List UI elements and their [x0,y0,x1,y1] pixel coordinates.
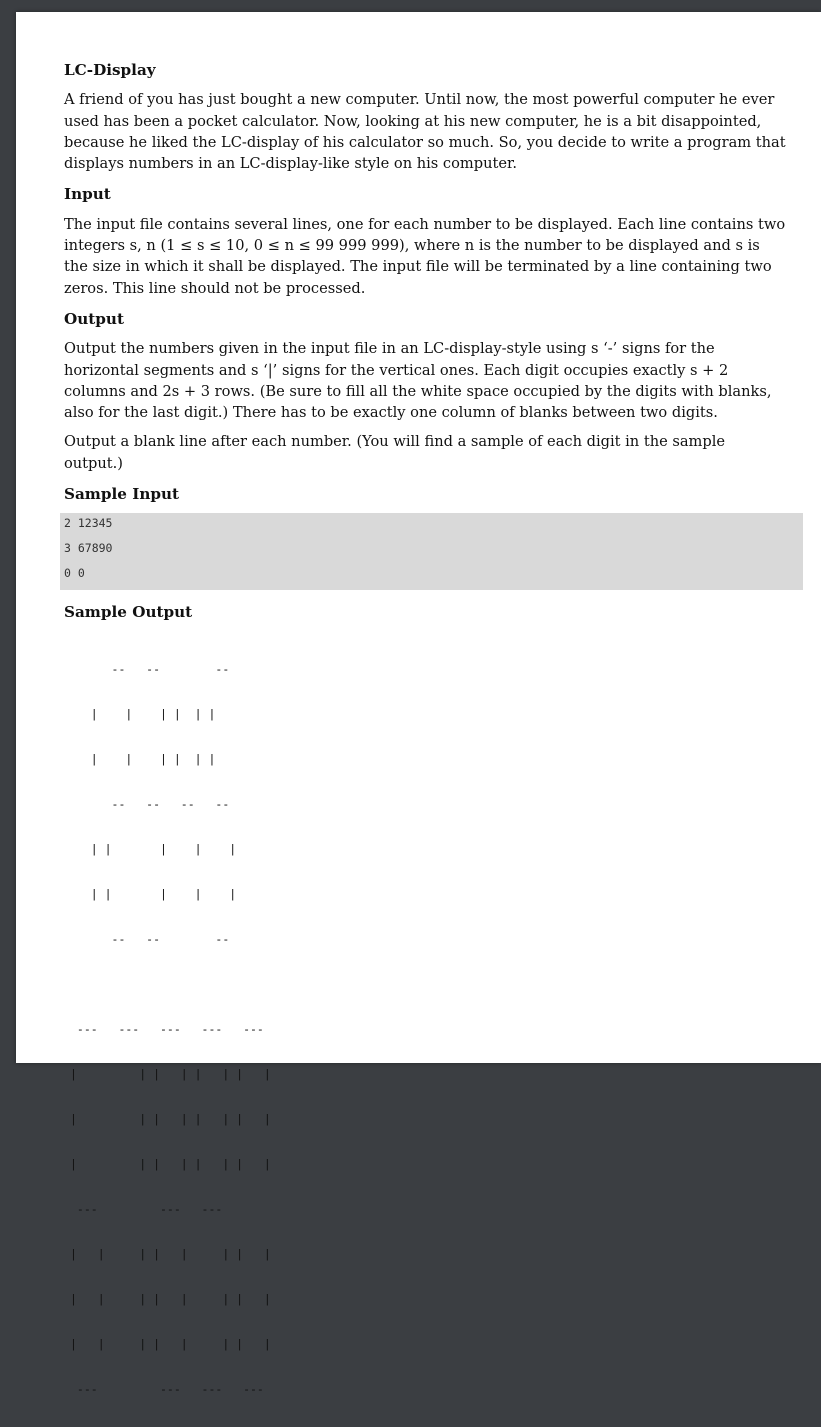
sample-output-heading: Sample Output [64,603,193,622]
sample-output-line: | | | | | | | | [70,1156,271,1171]
sample-output-line: | | | | | [70,886,237,901]
problem-content [64,60,787,1427]
sample-output-line: | | | | | | [70,706,237,721]
sample-input-line: 0 0 [64,566,85,581]
document-page [16,12,821,1396]
sample-output-line: --- --- --- --- --- [70,1021,271,1036]
sample-input-heading: Sample Input [64,485,180,504]
problem-title: LC-Display [64,61,156,79]
sample-input-line: 3 67890 [64,541,113,556]
sample-output-line: | | | | | | | | [70,1291,271,1306]
input-heading: Input [64,185,111,204]
sample-output-line: | | | | | [70,841,237,856]
output-paragraph-2: Output a blank line after each number. (You will find a sample of each digit in the sample output.) [64,433,726,472]
sample-output-line: | | | | | | | | [70,1336,271,1351]
output-paragraph: Output the numbers given in the input file in an LC-display-style using s ‘-’ signs for the horizontal segments and s ‘|’ signs for the vertical ones. Each digit occupies exactly s + 2 columns and 2s + 3 rows. (Be sure to fill all the white space occupied by the digits with blanks, also for the last digit.) There has to be exactly one column of blanks between two digits. [64,340,772,422]
sample-output-line: -- -- -- -- [70,796,237,811]
intro-paragraph: A friend of you has just bought a new computer. Until now, the most powerful computer he ever used has been a pocket calculator. Now, looking at his new computer, he is a bit disappointed, because he liked the LC-display of his calculator so much. So, you decide to write a program that displays numbers in an LC-display-like style on his computer. [64,91,786,173]
output-heading: Output [64,309,124,328]
input-paragraph: The input file contains several lines, one for each number to be displayed. Each line contains two integers s, n (1 ≤ s ≤ 10, 0 ≤ n ≤ 99 999 999), where n is the number to be displayed and s is the size in which it shall be displayed. The input file will be terminated by a line containing two zeros. This line should not be processed. [64,215,786,297]
sample-output-line: -- -- -- [70,661,237,676]
sample-input-block [60,513,803,590]
sample-output-block [64,632,787,1427]
sample-output-line [70,977,787,992]
sample-output-line: | | | | | | | | [70,1111,271,1126]
sample-output-line: --- --- --- --- [70,1381,271,1396]
sample-output-line: | | | | | | | | [70,1066,271,1081]
sample-output-line: | | | | | | [70,751,237,766]
sample-output-line: -- -- -- [70,931,237,946]
sample-output-line: --- --- --- [70,1201,271,1216]
sample-input-line: 2 12345 [64,516,113,531]
sample-output-line: | | | | | | | | [70,1246,271,1261]
